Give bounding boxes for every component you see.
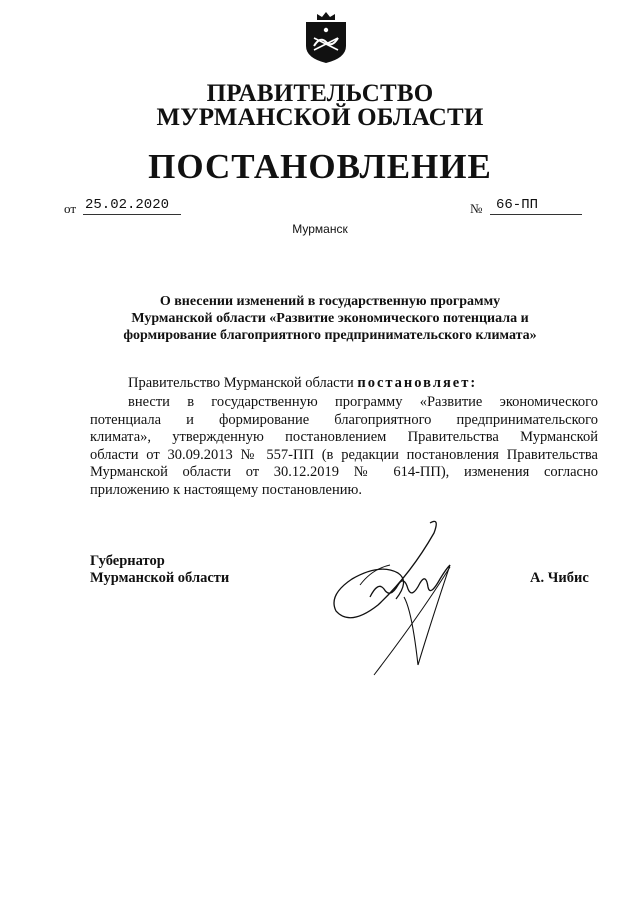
decree-body xyxy=(90,394,598,499)
body-line: потенциала и формирование благоприятного предпринимательского xyxy=(90,411,598,428)
document-type-title: ПОСТАНОВЛЕНИЕ xyxy=(148,147,492,186)
body-line: области от 30.09.2013 № 557-ПП (в редакции постановления Правительства xyxy=(90,446,598,463)
preamble xyxy=(128,375,477,392)
body-line: климата», утвержденную постановлением Правительства Мурманской xyxy=(90,429,598,445)
signatory-title xyxy=(90,553,229,587)
body-line: приложению к настоящему постановлению. xyxy=(90,481,362,498)
document-number: 66-ПП xyxy=(490,197,582,215)
signatory-title-line: Мурманской области xyxy=(90,570,230,586)
signatory-title-line: Губернатор xyxy=(90,553,165,569)
subject-line: формирование благоприятного предпринимательского климата» xyxy=(123,328,537,343)
preamble-text: Правительство Мурманской области xyxy=(128,375,354,391)
org-name-line1: ПРАВИТЕЛЬСТВО xyxy=(206,80,434,107)
org-name-line2: МУРМАНСКОЙ ОБЛАСТИ xyxy=(156,104,484,131)
coat-of-arms-icon xyxy=(304,10,348,64)
handwritten-signature-icon xyxy=(300,515,480,685)
document-subject xyxy=(90,293,570,344)
body-line: Мурманской области от 30.12.2019 № 614-ПП), изменения согласно xyxy=(90,464,598,480)
decree-word: постановляет: xyxy=(357,375,478,391)
document-date: 25.02.2020 xyxy=(83,197,181,215)
subject-line: Мурманской области «Развитие экономического потенциала и xyxy=(131,311,529,326)
city-name: Мурманск xyxy=(292,222,348,236)
signer-name: А. Чибис xyxy=(530,570,589,586)
number-label: № xyxy=(470,201,483,216)
subject-line: О внесении изменений в государственную программу xyxy=(159,294,501,309)
body-line: внести в государственную программу «Развитие экономического xyxy=(128,394,598,410)
date-label: от xyxy=(64,201,77,216)
